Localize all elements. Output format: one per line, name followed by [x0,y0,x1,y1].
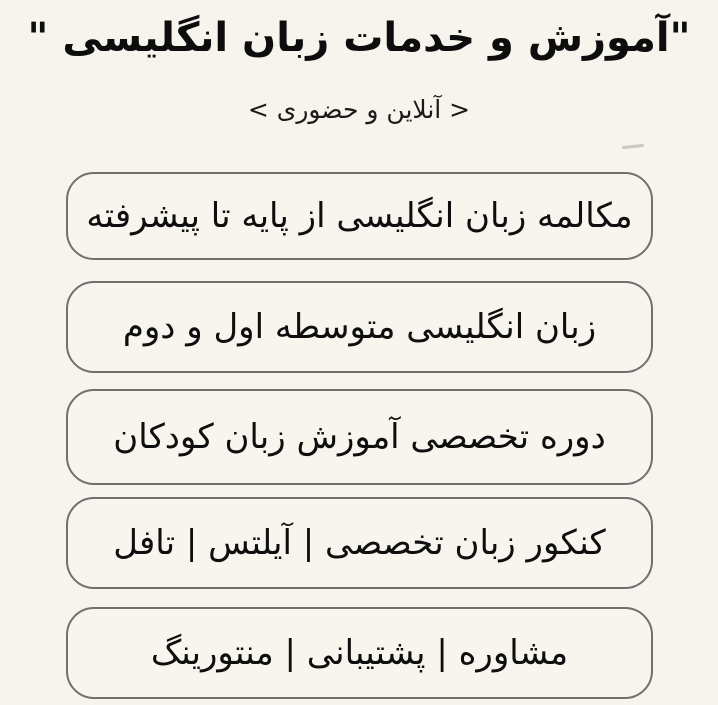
service-label: دوره تخصصی آموزش زبان کودکان [113,417,606,457]
services-list [66,172,653,699]
service-button-conversation[interactable] [66,172,653,260]
page-subtitle: < آنلاین و حضوری > [247,95,471,124]
service-label: مشاوره | پشتیبانی | منتورینگ [150,633,569,673]
decorative-smudge [622,144,644,149]
service-button-exams[interactable] [66,497,653,589]
service-label: زبان انگلیسی متوسطه اول و دوم [122,307,597,347]
service-label: کنکور زبان تخصصی | آیلتس | تافل [113,523,606,563]
service-button-consulting[interactable] [66,607,653,699]
service-button-school-english[interactable] [66,281,653,373]
service-button-kids-course[interactable] [66,389,653,485]
page-title: "آموزش و خدمات زبان انگلیسی " [27,15,691,61]
service-label: مکالمه زبان انگلیسی از پایه تا پیشرفته [86,196,633,236]
